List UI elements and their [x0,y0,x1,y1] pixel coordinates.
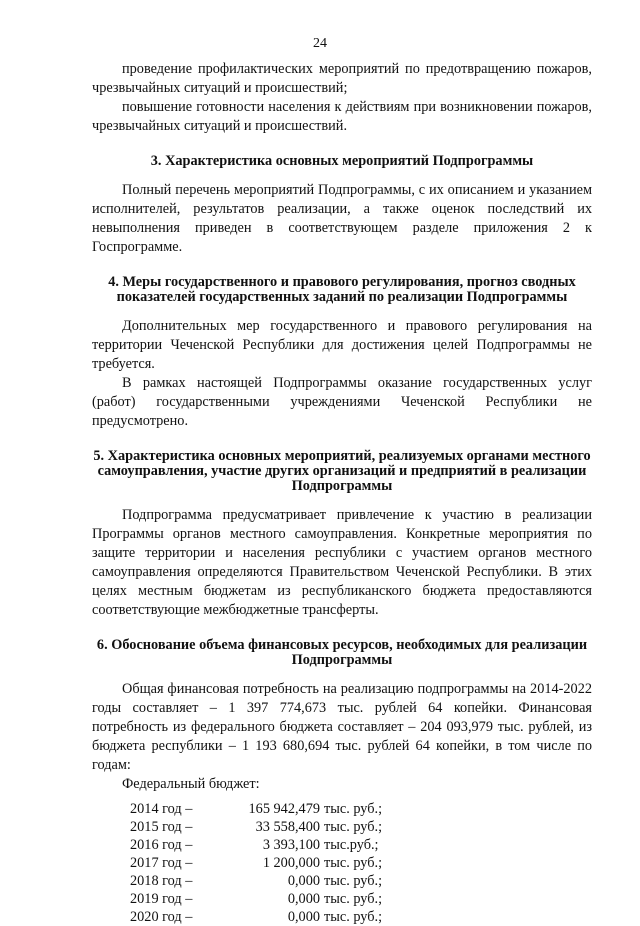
year-row [130,800,592,818]
year-label: 2018 год – [130,873,193,889]
section-6-paragraph: Общая финансовая потребность на реализацию подпрограммы на 2014-2022 годы составляет – 1 397 774,673 тыс. рублей 64 копейки. Финансовая потребность из федерального бюджета составляет – 204 093,979 тыс. рублей, из бюджета республики – 1 193 680,694 тыс. рублей 64 копейки, в том числе по годам: [92,681,592,773]
year-unit: тыс.руб.; [324,837,379,853]
year-value: 0,000 [287,891,320,907]
year-row [130,908,592,926]
year-unit: тыс. руб.; [324,873,383,889]
federal-budget-by-year [92,800,592,926]
year-label: 2015 год – [130,819,193,835]
section-6-heading: 6. Обоснование объема финансовых ресурсов, необходимых для реализации Подпрограммы [96,637,588,668]
year-value: 1 200,000 [262,855,320,871]
year-label: 2014 год – [130,801,193,817]
year-unit: тыс. руб.; [324,801,383,817]
section-4-paragraph-2: В рамках настоящей Подпрограммы оказание государственных услуг (работ) государственными учреждениями Чеченской Республики не предусмотрено. [92,375,592,429]
year-row [130,836,592,854]
year-value: 0,000 [287,873,320,889]
year-unit: тыс. руб.; [324,891,383,907]
intro-bullet-1: проведение профилактических мероприятий по предотвращению пожаров, чрезвычайных ситуаций и происшествий; [92,61,592,96]
year-value: 33 558,400 [255,819,320,835]
year-label: 2019 год – [130,891,193,907]
section-4-paragraph-1: Дополнительных мер государственного и правового регулирования на территории Чеченской Республики для достижения целей Подпрограммы не требуется. [92,318,592,372]
year-value: 3 393,100 [262,837,320,853]
year-row [130,854,592,872]
year-label: 2020 год – [130,909,193,925]
year-value: 165 942,479 [248,801,320,817]
year-unit: тыс. руб.; [324,819,383,835]
section-3-paragraph: Полный перечень мероприятий Подпрограммы, с их описанием и указанием исполнителей, результатов реализации, а также оценок последствий их невыполнения приведен в соответствующем разделе приложения 2 к Госпрограмме. [92,182,592,255]
intro-bullet-2: повышение готовности населения к действиям при возникновении пожаров, чрезвычайных ситуаций и происшествий. [92,99,592,134]
section-5-paragraph: Подпрограмма предусматривает привлечение к участию в реализации Программы органов местного самоуправления. Конкретные мероприятия по защите территории и населения республики с участием органов местного самоуправления определяются Правительством Чеченской Республики. В этих целях местным бюджетам из республиканского бюджета предоставляются соответствующие межбюджетные трансферты. [92,507,592,618]
year-unit: тыс. руб.; [324,909,383,925]
federal-budget-label: Федеральный бюджет: [122,776,260,792]
document-body [92,60,592,926]
year-row [130,872,592,890]
section-5-heading: 5. Характеристика основных мероприятий, реализуемых органами местного самоуправления, участие других организаций и предприятий в реализации Подпрограммы [93,448,591,494]
section-4-heading: 4. Меры государственного и правового регулирования, прогноз сводных показателей государственных заданий по реализации Подпрограммы [108,274,576,305]
section-3-heading: 3. Характеристика основных мероприятий Подпрограммы [150,153,534,169]
year-value: 0,000 [287,909,320,925]
year-label: 2016 год – [130,837,193,853]
year-label: 2017 год – [130,855,193,871]
year-row [130,890,592,908]
year-row [130,818,592,836]
year-unit: тыс. руб.; [324,855,383,871]
page-number: 24 [313,36,327,51]
